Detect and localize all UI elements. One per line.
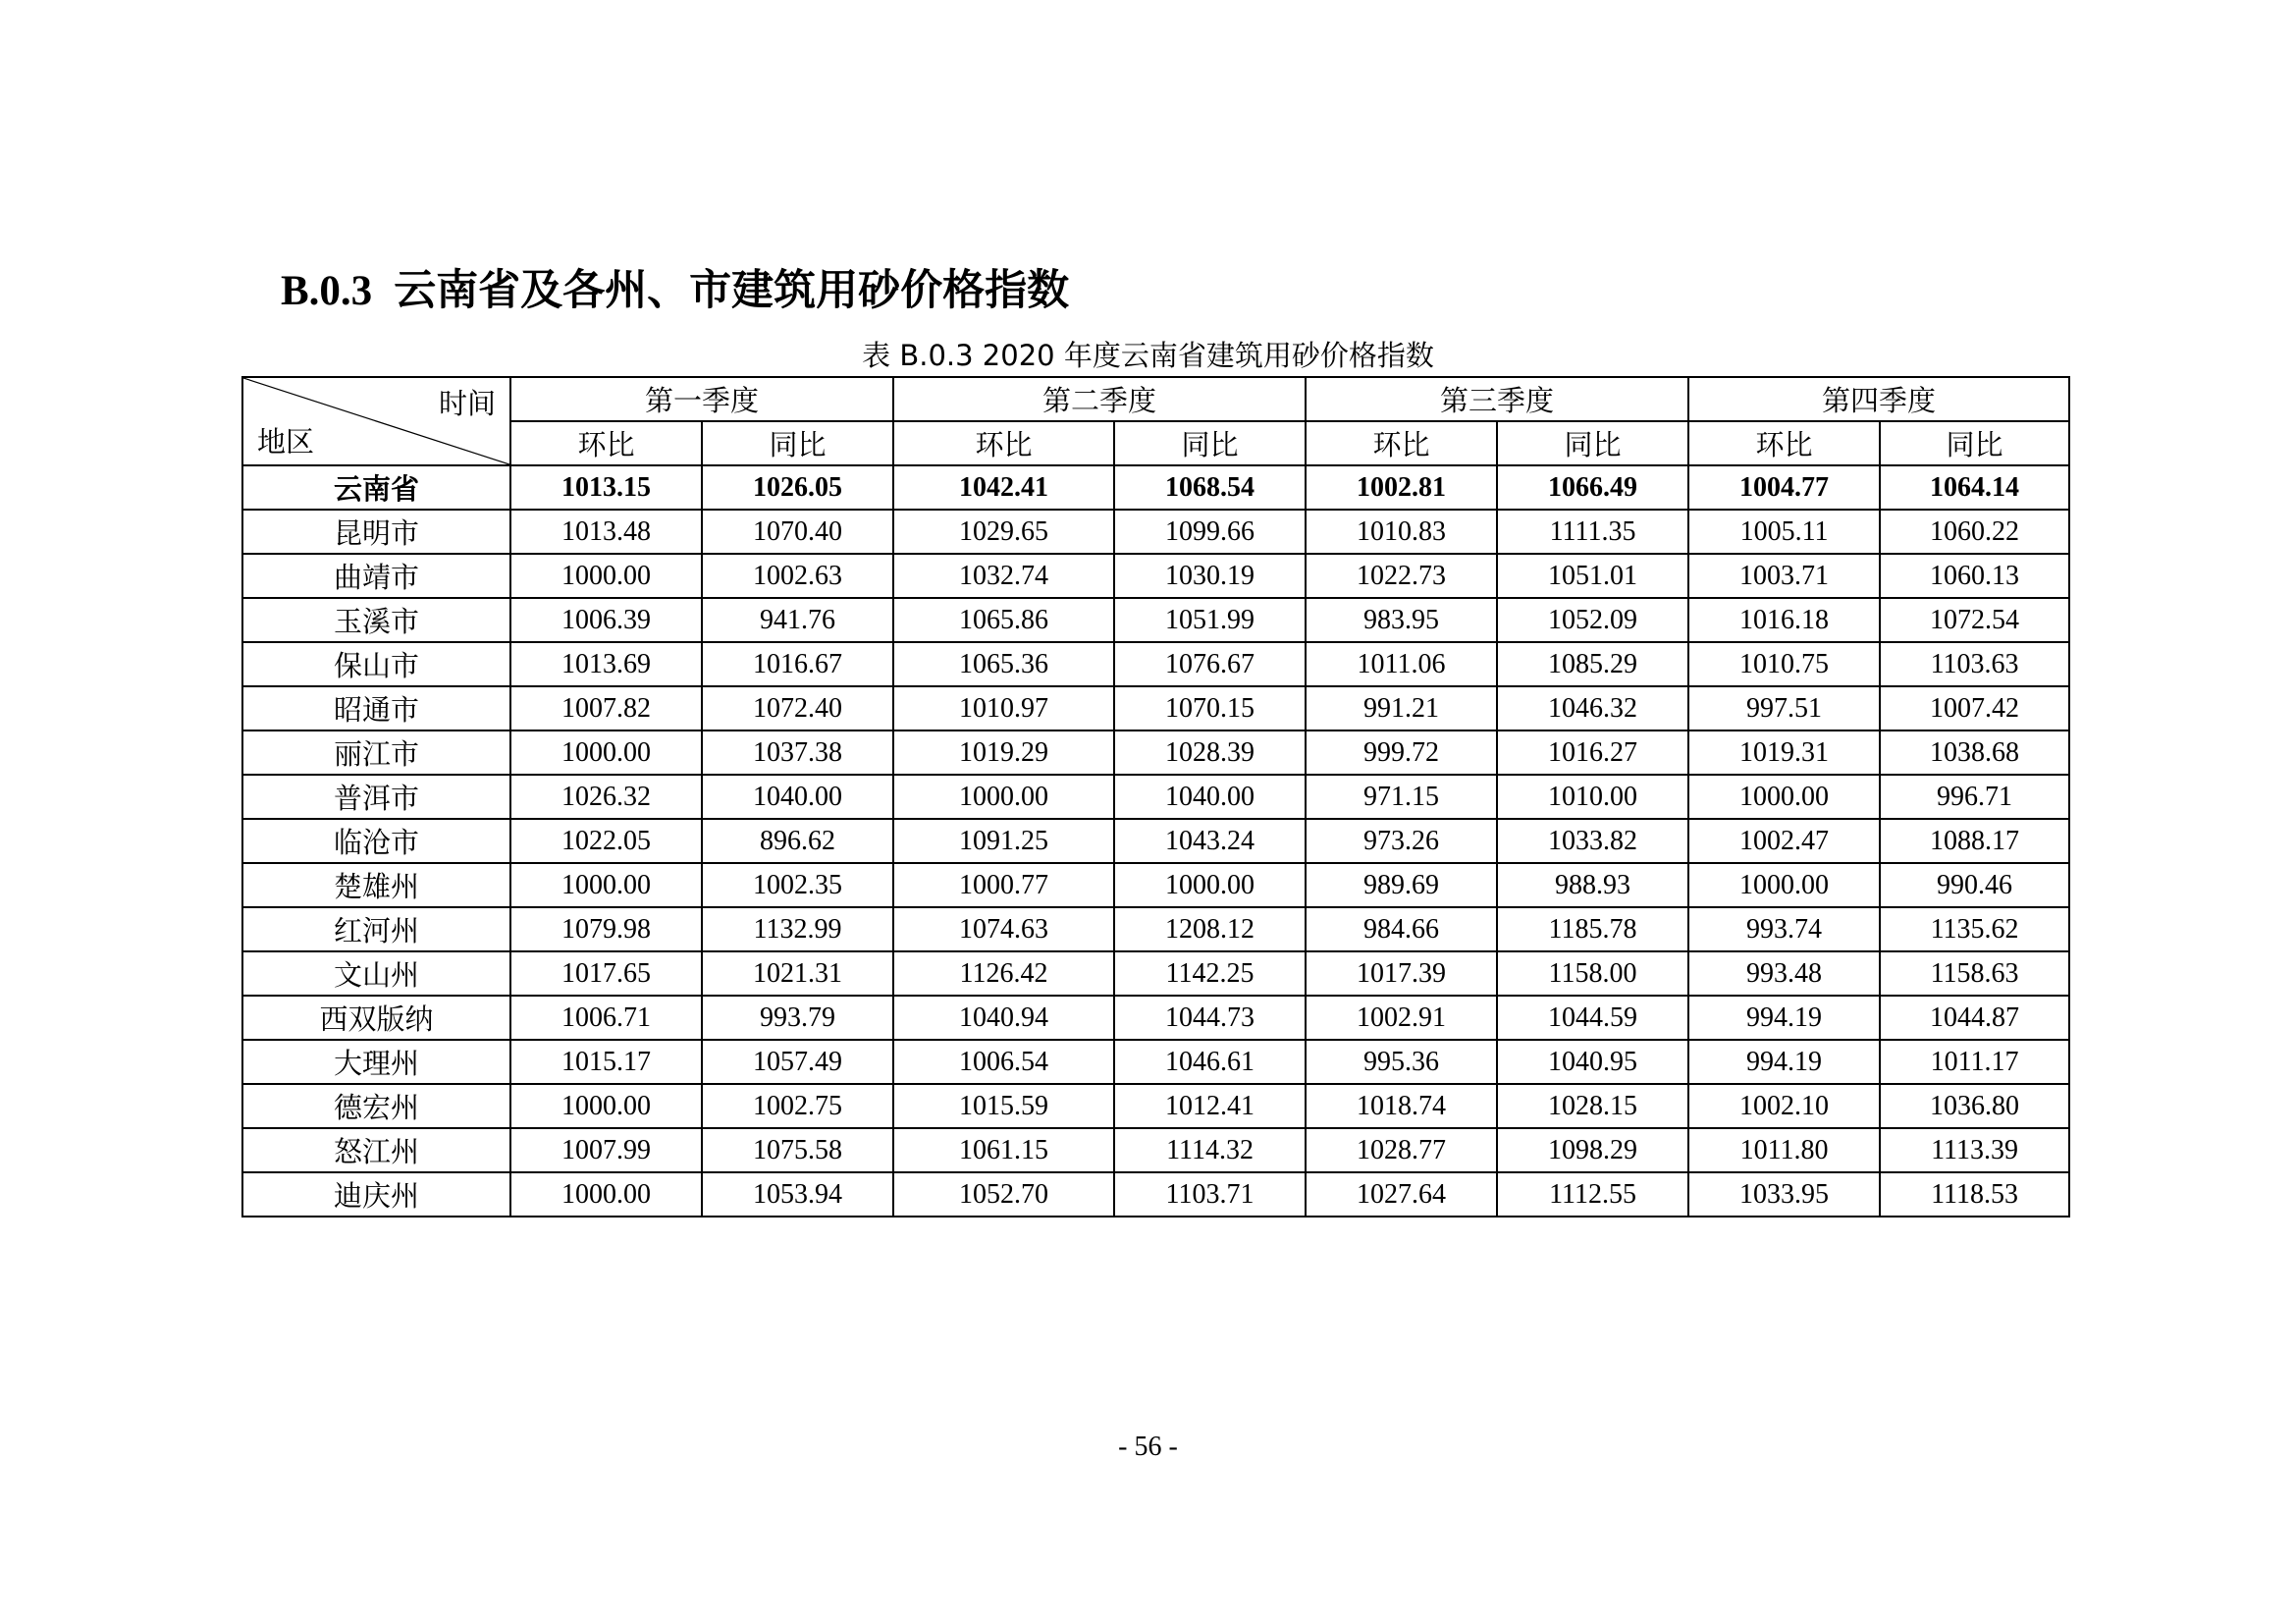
index-value-cell: 1065.86 bbox=[893, 598, 1114, 642]
index-value-cell: 1075.58 bbox=[702, 1128, 893, 1172]
index-value-cell: 1066.49 bbox=[1497, 465, 1688, 510]
index-value-cell: 1017.65 bbox=[510, 951, 702, 996]
sub-header-cell: 环比 bbox=[893, 421, 1114, 465]
index-value-cell: 1099.66 bbox=[1114, 510, 1306, 554]
index-value-cell: 1070.15 bbox=[1114, 686, 1306, 730]
table-body bbox=[242, 465, 2069, 1217]
index-value-cell: 1068.54 bbox=[1114, 465, 1306, 510]
sub-header-cell: 环比 bbox=[1688, 421, 1880, 465]
index-value-cell: 1111.35 bbox=[1497, 510, 1688, 554]
index-value-cell: 993.79 bbox=[702, 996, 893, 1040]
index-value-cell: 1000.00 bbox=[510, 1172, 702, 1217]
index-value-cell: 983.95 bbox=[1306, 598, 1497, 642]
index-value-cell: 1126.42 bbox=[893, 951, 1114, 996]
index-value-cell: 994.19 bbox=[1688, 996, 1880, 1040]
index-value-cell: 1158.63 bbox=[1880, 951, 2069, 996]
index-value-cell: 1002.91 bbox=[1306, 996, 1497, 1040]
index-value-cell: 1061.15 bbox=[893, 1128, 1114, 1172]
index-value-cell: 1010.97 bbox=[893, 686, 1114, 730]
index-value-cell: 1015.59 bbox=[893, 1084, 1114, 1128]
region-cell: 玉溪市 bbox=[242, 598, 510, 642]
index-value-cell: 1028.39 bbox=[1114, 730, 1306, 775]
quarter-header-q1: 第一季度 bbox=[510, 377, 893, 421]
index-value-cell: 1029.65 bbox=[893, 510, 1114, 554]
region-cell: 红河州 bbox=[242, 907, 510, 951]
index-value-cell: 1027.64 bbox=[1306, 1172, 1497, 1217]
index-value-cell: 1065.36 bbox=[893, 642, 1114, 686]
index-value-cell: 1064.14 bbox=[1880, 465, 2069, 510]
index-value-cell: 984.66 bbox=[1306, 907, 1497, 951]
index-value-cell: 993.74 bbox=[1688, 907, 1880, 951]
region-cell: 丽江市 bbox=[242, 730, 510, 775]
index-value-cell: 1019.31 bbox=[1688, 730, 1880, 775]
index-value-cell: 1013.15 bbox=[510, 465, 702, 510]
index-value-cell: 1026.05 bbox=[702, 465, 893, 510]
index-value-cell: 1017.39 bbox=[1306, 951, 1497, 996]
index-value-cell: 1013.69 bbox=[510, 642, 702, 686]
index-value-cell: 1114.32 bbox=[1114, 1128, 1306, 1172]
index-value-cell: 1040.95 bbox=[1497, 1040, 1688, 1084]
index-value-cell: 1103.63 bbox=[1880, 642, 2069, 686]
index-value-cell: 1028.77 bbox=[1306, 1128, 1497, 1172]
index-value-cell: 1038.68 bbox=[1880, 730, 2069, 775]
index-value-cell: 1052.70 bbox=[893, 1172, 1114, 1217]
region-cell: 保山市 bbox=[242, 642, 510, 686]
table-row bbox=[242, 598, 2069, 642]
index-value-cell: 1002.47 bbox=[1688, 819, 1880, 863]
index-value-cell: 1074.63 bbox=[893, 907, 1114, 951]
index-value-cell: 1113.39 bbox=[1880, 1128, 2069, 1172]
index-value-cell: 1000.00 bbox=[510, 554, 702, 598]
index-value-cell: 1011.80 bbox=[1688, 1128, 1880, 1172]
index-value-cell: 994.19 bbox=[1688, 1040, 1880, 1084]
index-value-cell: 1026.32 bbox=[510, 775, 702, 819]
index-value-cell: 1091.25 bbox=[893, 819, 1114, 863]
index-value-cell: 995.36 bbox=[1306, 1040, 1497, 1084]
table-row bbox=[242, 1128, 2069, 1172]
index-value-cell: 1112.55 bbox=[1497, 1172, 1688, 1217]
table-row bbox=[242, 951, 2069, 996]
region-cell: 文山州 bbox=[242, 951, 510, 996]
index-value-cell: 1007.99 bbox=[510, 1128, 702, 1172]
index-value-cell: 1030.19 bbox=[1114, 554, 1306, 598]
index-value-cell: 1076.67 bbox=[1114, 642, 1306, 686]
region-cell: 西双版纳 bbox=[242, 996, 510, 1040]
quarter-header-row bbox=[242, 377, 2069, 421]
index-value-cell: 1002.81 bbox=[1306, 465, 1497, 510]
index-value-cell: 973.26 bbox=[1306, 819, 1497, 863]
index-value-cell: 1011.17 bbox=[1880, 1040, 2069, 1084]
corner-region-label: 地区 bbox=[257, 425, 315, 459]
index-value-cell: 1002.63 bbox=[702, 554, 893, 598]
index-value-cell: 1051.99 bbox=[1114, 598, 1306, 642]
index-value-cell: 989.69 bbox=[1306, 863, 1497, 907]
index-value-cell: 988.93 bbox=[1497, 863, 1688, 907]
sub-header-cell: 同比 bbox=[1880, 421, 2069, 465]
index-value-cell: 1000.00 bbox=[510, 1084, 702, 1128]
index-value-cell: 1053.94 bbox=[702, 1172, 893, 1217]
index-value-cell: 1098.29 bbox=[1497, 1128, 1688, 1172]
table-row bbox=[242, 510, 2069, 554]
region-cell: 普洱市 bbox=[242, 775, 510, 819]
index-value-cell: 1019.29 bbox=[893, 730, 1114, 775]
table-row bbox=[242, 642, 2069, 686]
index-value-cell: 1044.87 bbox=[1880, 996, 2069, 1040]
index-value-cell: 1208.12 bbox=[1114, 907, 1306, 951]
index-value-cell: 1060.13 bbox=[1880, 554, 2069, 598]
index-value-cell: 1057.49 bbox=[702, 1040, 893, 1084]
sub-header-cell: 环比 bbox=[510, 421, 702, 465]
sub-header-cell: 环比 bbox=[1306, 421, 1497, 465]
index-value-cell: 1040.94 bbox=[893, 996, 1114, 1040]
index-value-cell: 1003.71 bbox=[1688, 554, 1880, 598]
sub-header-row bbox=[242, 421, 2069, 465]
index-value-cell: 1002.35 bbox=[702, 863, 893, 907]
index-value-cell: 941.76 bbox=[702, 598, 893, 642]
quarter-header-q3: 第三季度 bbox=[1306, 377, 1688, 421]
index-value-cell: 1000.00 bbox=[510, 730, 702, 775]
index-value-cell: 990.46 bbox=[1880, 863, 2069, 907]
region-cell: 怒江州 bbox=[242, 1128, 510, 1172]
index-value-cell: 1015.17 bbox=[510, 1040, 702, 1084]
index-value-cell: 991.21 bbox=[1306, 686, 1497, 730]
index-value-cell: 1010.83 bbox=[1306, 510, 1497, 554]
section-heading bbox=[281, 257, 1069, 317]
index-value-cell: 1044.59 bbox=[1497, 996, 1688, 1040]
index-value-cell: 1158.00 bbox=[1497, 951, 1688, 996]
region-cell: 迪庆州 bbox=[242, 1172, 510, 1217]
index-value-cell: 1000.00 bbox=[1688, 863, 1880, 907]
index-value-cell: 999.72 bbox=[1306, 730, 1497, 775]
index-value-cell: 1088.17 bbox=[1880, 819, 2069, 863]
table-caption: 表 B.0.3 2020 年度云南省建筑用砂价格指数 bbox=[862, 339, 1434, 372]
index-value-cell: 1000.00 bbox=[1114, 863, 1306, 907]
region-cell: 昆明市 bbox=[242, 510, 510, 554]
index-value-cell: 1072.54 bbox=[1880, 598, 2069, 642]
index-value-cell: 1000.77 bbox=[893, 863, 1114, 907]
corner-time-label: 时间 bbox=[438, 387, 496, 420]
table-row bbox=[242, 686, 2069, 730]
index-value-cell: 1142.25 bbox=[1114, 951, 1306, 996]
price-index-table bbox=[241, 376, 2070, 1217]
sub-header-cell: 同比 bbox=[1497, 421, 1688, 465]
section-title: 云南省及各州、市建筑用砂价格指数 bbox=[394, 266, 1070, 315]
index-value-cell: 1070.40 bbox=[702, 510, 893, 554]
index-value-cell: 1033.95 bbox=[1688, 1172, 1880, 1217]
index-value-cell: 1011.06 bbox=[1306, 642, 1497, 686]
region-cell: 德宏州 bbox=[242, 1084, 510, 1128]
index-value-cell: 1060.22 bbox=[1880, 510, 2069, 554]
index-value-cell: 1046.32 bbox=[1497, 686, 1688, 730]
sub-header-cell: 同比 bbox=[1114, 421, 1306, 465]
index-value-cell: 1185.78 bbox=[1497, 907, 1688, 951]
index-value-cell: 1000.00 bbox=[510, 863, 702, 907]
index-value-cell: 1016.27 bbox=[1497, 730, 1688, 775]
table-row bbox=[242, 554, 2069, 598]
index-value-cell: 1005.11 bbox=[1688, 510, 1880, 554]
index-value-cell: 1118.53 bbox=[1880, 1172, 2069, 1217]
index-value-cell: 1132.99 bbox=[702, 907, 893, 951]
index-value-cell: 1052.09 bbox=[1497, 598, 1688, 642]
index-value-cell: 1033.82 bbox=[1497, 819, 1688, 863]
index-value-cell: 1018.74 bbox=[1306, 1084, 1497, 1128]
index-value-cell: 1006.54 bbox=[893, 1040, 1114, 1084]
index-value-cell: 1135.62 bbox=[1880, 907, 2069, 951]
table-row bbox=[242, 775, 2069, 819]
index-value-cell: 1006.39 bbox=[510, 598, 702, 642]
index-value-cell: 1021.31 bbox=[702, 951, 893, 996]
table-row bbox=[242, 465, 2069, 510]
index-value-cell: 1013.48 bbox=[510, 510, 702, 554]
index-value-cell: 1002.75 bbox=[702, 1084, 893, 1128]
index-value-cell: 1037.38 bbox=[702, 730, 893, 775]
region-cell: 云南省 bbox=[242, 465, 510, 510]
table-row bbox=[242, 1172, 2069, 1217]
sub-header-cell: 同比 bbox=[702, 421, 893, 465]
corner-header-cell bbox=[242, 377, 510, 465]
region-cell: 临沧市 bbox=[242, 819, 510, 863]
index-value-cell: 1040.00 bbox=[702, 775, 893, 819]
region-cell: 大理州 bbox=[242, 1040, 510, 1084]
index-value-cell: 1042.41 bbox=[893, 465, 1114, 510]
index-value-cell: 1002.10 bbox=[1688, 1084, 1880, 1128]
table-row bbox=[242, 907, 2069, 951]
table-row bbox=[242, 730, 2069, 775]
quarter-header-q2: 第二季度 bbox=[893, 377, 1306, 421]
page-number: - 56 - bbox=[1118, 1432, 1178, 1462]
index-value-cell: 1036.80 bbox=[1880, 1084, 2069, 1128]
index-value-cell: 1022.05 bbox=[510, 819, 702, 863]
table-row bbox=[242, 1040, 2069, 1084]
table-row bbox=[242, 1084, 2069, 1128]
index-value-cell: 1046.61 bbox=[1114, 1040, 1306, 1084]
index-value-cell: 1079.98 bbox=[510, 907, 702, 951]
index-value-cell: 1043.24 bbox=[1114, 819, 1306, 863]
index-value-cell: 1040.00 bbox=[1114, 775, 1306, 819]
index-value-cell: 1072.40 bbox=[702, 686, 893, 730]
index-value-cell: 1044.73 bbox=[1114, 996, 1306, 1040]
index-value-cell: 996.71 bbox=[1880, 775, 2069, 819]
index-value-cell: 1000.00 bbox=[893, 775, 1114, 819]
table-row bbox=[242, 996, 2069, 1040]
section-number: B.0.3 bbox=[281, 268, 373, 314]
index-value-cell: 1103.71 bbox=[1114, 1172, 1306, 1217]
index-value-cell: 993.48 bbox=[1688, 951, 1880, 996]
index-value-cell: 1028.15 bbox=[1497, 1084, 1688, 1128]
table-row bbox=[242, 819, 2069, 863]
quarter-header-q4: 第四季度 bbox=[1688, 377, 2069, 421]
index-value-cell: 997.51 bbox=[1688, 686, 1880, 730]
region-cell: 昭通市 bbox=[242, 686, 510, 730]
index-value-cell: 1007.42 bbox=[1880, 686, 2069, 730]
index-value-cell: 1010.00 bbox=[1497, 775, 1688, 819]
index-value-cell: 1016.18 bbox=[1688, 598, 1880, 642]
index-value-cell: 896.62 bbox=[702, 819, 893, 863]
index-value-cell: 1010.75 bbox=[1688, 642, 1880, 686]
index-value-cell: 1016.67 bbox=[702, 642, 893, 686]
index-value-cell: 1012.41 bbox=[1114, 1084, 1306, 1128]
index-value-cell: 1007.82 bbox=[510, 686, 702, 730]
region-cell: 楚雄州 bbox=[242, 863, 510, 907]
index-value-cell: 971.15 bbox=[1306, 775, 1497, 819]
index-value-cell: 1032.74 bbox=[893, 554, 1114, 598]
index-value-cell: 1085.29 bbox=[1497, 642, 1688, 686]
index-value-cell: 1022.73 bbox=[1306, 554, 1497, 598]
index-value-cell: 1006.71 bbox=[510, 996, 702, 1040]
index-value-cell: 1051.01 bbox=[1497, 554, 1688, 598]
region-cell: 曲靖市 bbox=[242, 554, 510, 598]
index-value-cell: 1000.00 bbox=[1688, 775, 1880, 819]
index-value-cell: 1004.77 bbox=[1688, 465, 1880, 510]
table-row bbox=[242, 863, 2069, 907]
